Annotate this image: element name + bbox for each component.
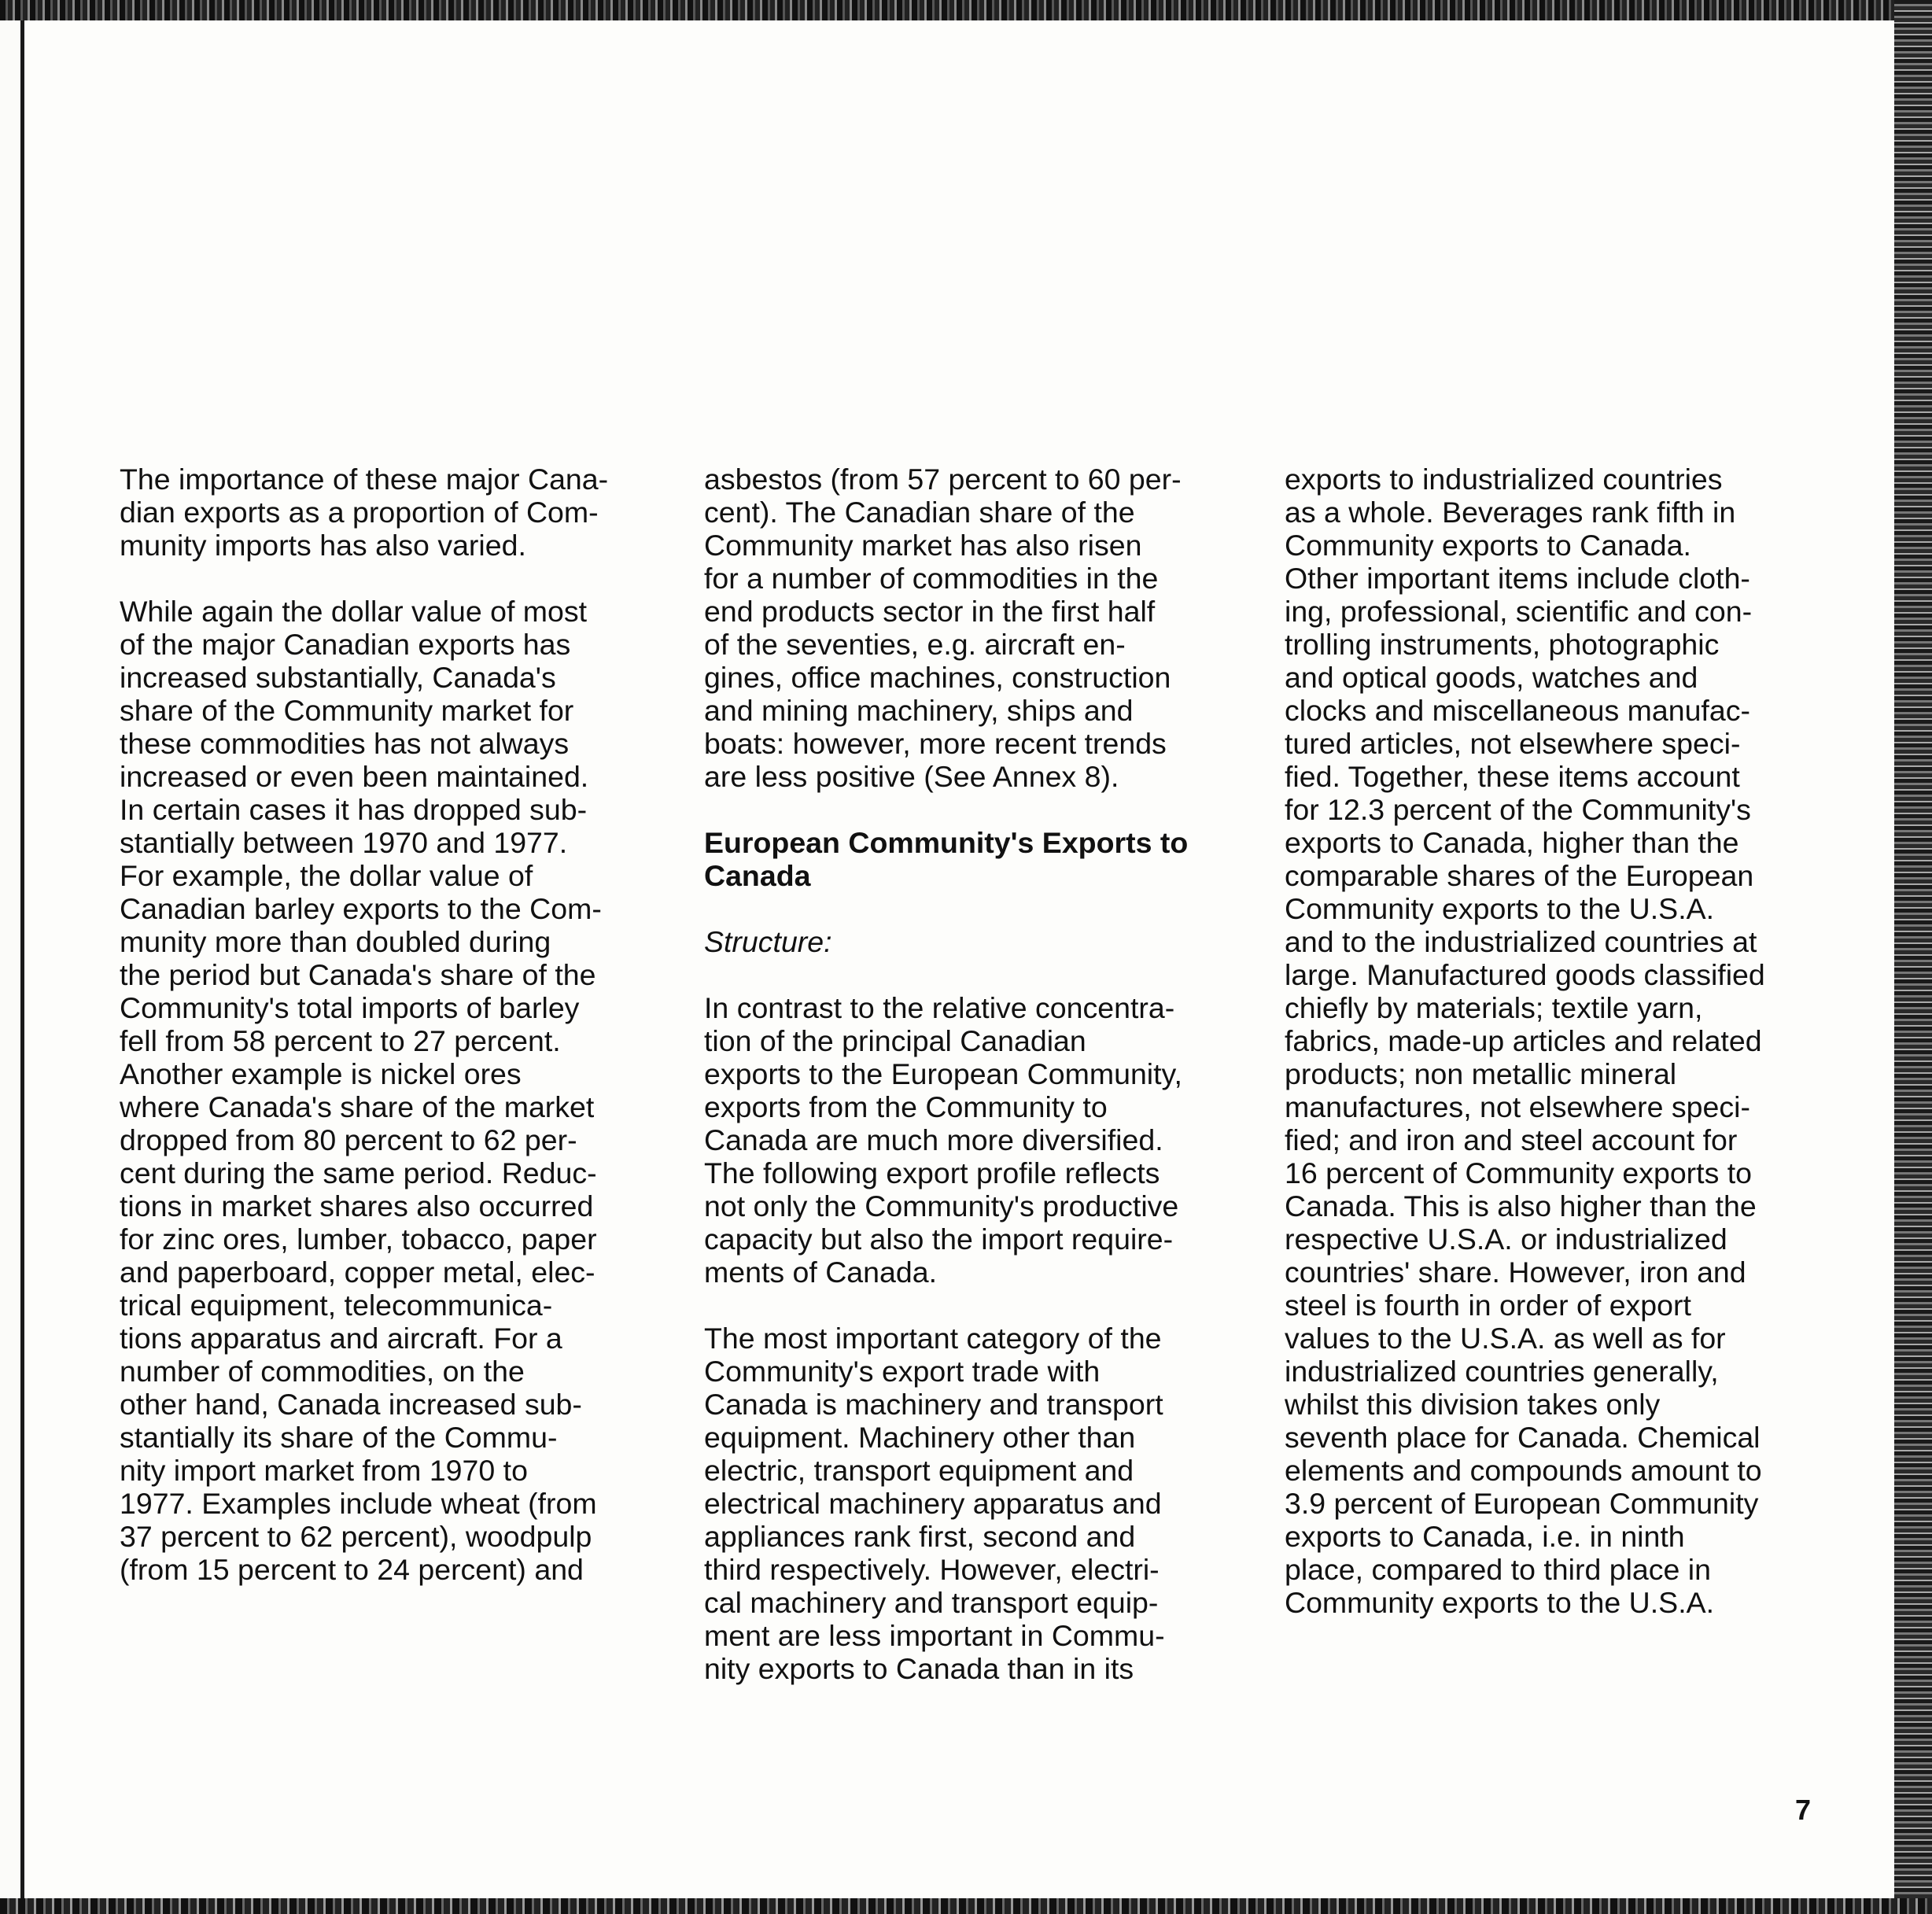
paragraph: While again the dollar value of most of the major Canadian exports has increased substantially, Canada's share of the Community market for these commodities has not always increased or even been maintained. In certain cases it has dropped sub- stantially between 1970 and 1977. For example, the dollar value of Canadian barley exports to the Com- munity more than doubled during the period but Canada's share of the Community's total imports of barley fell from 58 percent to 27 percent. Another example is nickel ores where Canada's share of the market dropped from 80 percent to 62 per- cent during the same period. Reduc- tions in market shares also occurred for zinc ores, lumber, tobacco, paper and paperboard, copper metal, elec- trical equipment, telecommunica- tions apparatus and aircraft. For a number of commodities, on the other hand, Canada increased sub- stantially its share of the Commu- nity import market from 1970 to 1977. Examples include wheat (from 37 percent to 62 percent), woodpulp (from 15 percent to 24 percent) and <box>120 595 602 1586</box>
section-subheading: Structure: <box>704 925 832 958</box>
page-number: 7 <box>1795 1794 1812 1826</box>
scan-edge-left <box>20 20 24 1901</box>
scan-edge-bottom <box>0 1898 1932 1914</box>
text-column-1 <box>120 463 717 1619</box>
text-column-3 <box>1285 463 1882 1652</box>
section-heading: European Community's Exports to Canada <box>704 826 1189 892</box>
scan-edge-top <box>0 0 1932 20</box>
paragraph: The most important category of the Community's export trade with Canada is machinery and transport equipment. Machinery other than electric, transport equipment and electrical machinery apparatus and appliances rank first, second and third respectively. However, electri- cal machinery and transport equip- ment are less important in Commu- nity exports to Canada than in its <box>704 1322 1165 1685</box>
paragraph: In contrast to the relative concentra- tion of the principal Canadian exports to the European Community, exports from the Community to Canada are much more diversified. The following export profile reflects not only the Community's productive capacity but also the import require- ments of Canada. <box>704 991 1182 1289</box>
paragraph: exports to industrialized countries as a whole. Beverages rank fifth in Community exports to Canada. Other important items include cloth- ing, professional, scientific and con- trolling instruments, photographic and optical goods, watches and clocks and miscellaneous manufac- tured articles, not elsewhere speci- fied. Together, these items account for 12.3 percent of the Community's exports to Canada, higher than the comparable shares of the European Community exports to the U.S.A. and to the industrialized countries at large. Manufactured goods classified chiefly by materials; textile yarn, fabrics, made-up articles and related products; non metallic mineral manufactures, not elsewhere speci- fied; and iron and steel account for 16 percent of Community exports to Canada. This is also higher than the respective U.S.A. or industrialized countries' share. However, iron and steel is fourth in order of export values to the U.S.A. as well as for industrialized countries generally, whilst this division takes only seventh place for Canada. Chemical elements and compounds amount to 3.9 percent of European Community exports to Canada, i.e. in ninth place, compared to third place in Community exports to the U.S.A. <box>1285 463 1765 1619</box>
scan-margin-left <box>0 20 20 1901</box>
paragraph: asbestos (from 57 percent to 60 per- cent). The Canadian share of the Community market has also risen for a number of commodities in the end products sector in the first half of the seventies, e.g. aircraft en- gines, office machines, construction and mining machinery, ships and boats: however, more recent trends are less positive (See Annex 8). <box>704 463 1182 793</box>
scan-edge-right <box>1894 0 1932 1914</box>
text-column-2 <box>704 463 1302 1718</box>
paragraph: The importance of these major Cana- dian exports as a proportion of Com- munity imports has also varied. <box>120 463 609 562</box>
